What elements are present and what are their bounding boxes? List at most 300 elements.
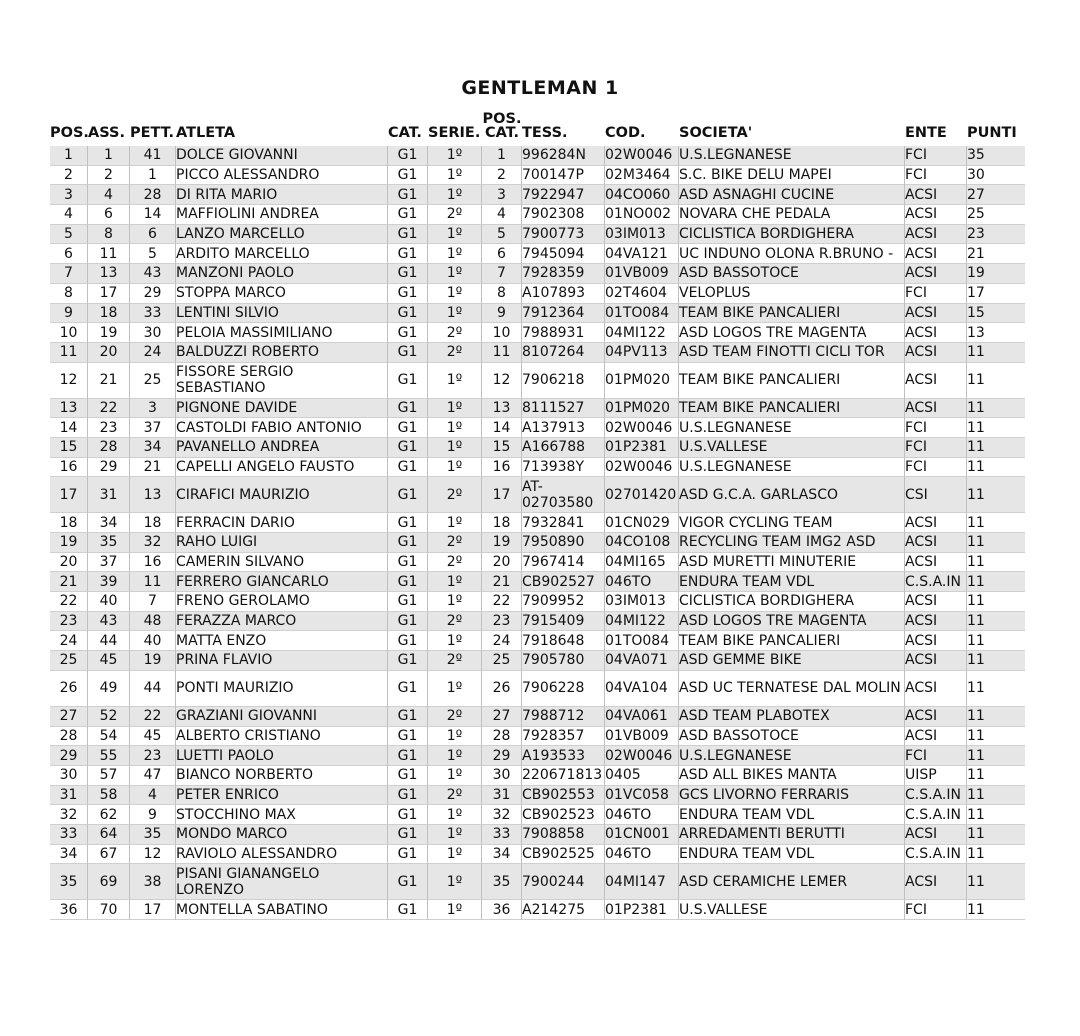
cell-societa: ASD UC TERNATESE DAL MOLIN [679, 671, 905, 707]
cell-atleta: BALDUZZI ROBERTO [176, 343, 388, 363]
cell-atleta: FISSORE SERGIO SEBASTIANO [176, 363, 388, 399]
cell-atleta: MANZONI PAOLO [176, 264, 388, 284]
cell-pos-cat: 3 [482, 185, 522, 205]
cell-pos-cat: 25 [482, 651, 522, 671]
col-header-pos: POS. [50, 125, 89, 141]
cell-societa: ASD LOGOS TRE MAGENTA [679, 612, 905, 632]
cell-serie: 1º [428, 671, 482, 707]
table-row [50, 146, 1025, 166]
col-header-pos-cat [482, 112, 522, 146]
cell-pos-cat: 31 [482, 786, 522, 806]
cell-cod: 02W0046 [605, 458, 679, 478]
table-row [50, 304, 1025, 324]
cell-cat: G1 [388, 612, 428, 632]
cell-cat: G1 [388, 264, 428, 284]
cell-pett: 33 [130, 304, 176, 324]
cell-cod: 01NO002 [605, 205, 679, 225]
header-row [50, 112, 1025, 146]
cell-serie: 1º [428, 185, 482, 205]
cell-atleta: FERRERO GIANCARLO [176, 572, 388, 592]
cell-pett: 40 [130, 631, 176, 651]
cell-tess: A137913 [522, 418, 605, 438]
cell-serie: 1º [428, 264, 482, 284]
cell-cat: G1 [388, 399, 428, 419]
cell-ente: C.S.A.IN [905, 786, 967, 806]
cell-cat: G1 [388, 671, 428, 707]
cell-tess: 7908858 [522, 825, 605, 845]
cell-cod: 02W0046 [605, 146, 679, 166]
cell-cat: G1 [388, 477, 428, 513]
cell-societa: U.S.LEGNANESE [679, 418, 905, 438]
cell-ente: ACSI [905, 225, 967, 245]
cell-ass: 20 [88, 343, 130, 363]
cell-pett: 4 [130, 786, 176, 806]
cell-pett: 30 [130, 323, 176, 343]
cell-tess: 7967414 [522, 553, 605, 573]
cell-ente: ACSI [905, 612, 967, 632]
cell-cat: G1 [388, 864, 428, 900]
cell-serie: 1º [428, 631, 482, 651]
cell-pos: 6 [50, 244, 88, 264]
cell-cat: G1 [388, 766, 428, 786]
cell-pos: 29 [50, 746, 88, 766]
cell-ass: 8 [88, 225, 130, 245]
cell-ente: ACSI [905, 264, 967, 284]
table-row [50, 786, 1025, 806]
cell-pos-cat: 35 [482, 864, 522, 900]
cell-atleta: RAVIOLO ALESSANDRO [176, 845, 388, 865]
cell-societa: VIGOR CYCLING TEAM [679, 513, 905, 533]
cell-serie: 2º [428, 205, 482, 225]
cell-cod: 02701420 [605, 477, 679, 513]
cell-atleta: FRENO GEROLAMO [176, 592, 388, 612]
cell-pos-cat: 33 [482, 825, 522, 845]
cell-tess: 7906218 [522, 363, 605, 399]
cell-pett: 29 [130, 284, 176, 304]
table-row [50, 418, 1025, 438]
cell-ass: 40 [88, 592, 130, 612]
cell-punti: 11 [967, 766, 1025, 786]
cell-punti: 23 [967, 225, 1025, 245]
cell-societa: U.S.VALLESE [679, 438, 905, 458]
cell-ass: 49 [88, 671, 130, 707]
cell-serie: 1º [428, 727, 482, 747]
cell-cat: G1 [388, 513, 428, 533]
cell-pos-cat: 2 [482, 166, 522, 186]
table-row [50, 284, 1025, 304]
cell-tess: 713938Y [522, 458, 605, 478]
cell-pos-cat: 34 [482, 845, 522, 865]
cell-cod: 01VC058 [605, 786, 679, 806]
cell-atleta: CIRAFICI MAURIZIO [176, 477, 388, 513]
cell-punti: 11 [967, 631, 1025, 651]
cell-atleta: PAVANELLO ANDREA [176, 438, 388, 458]
cell-tess: 7988931 [522, 323, 605, 343]
col-header-cat: CAT. [388, 125, 422, 141]
table-row [50, 707, 1025, 727]
cell-ente: ACSI [905, 727, 967, 747]
cell-cat: G1 [388, 651, 428, 671]
cell-punti: 11 [967, 746, 1025, 766]
cell-cod: 01PM020 [605, 399, 679, 419]
cell-tess: A107893 [522, 284, 605, 304]
cell-ass: 45 [88, 651, 130, 671]
cell-serie: 1º [428, 825, 482, 845]
cell-cat: G1 [388, 363, 428, 399]
cell-serie: 1º [428, 304, 482, 324]
cell-punti: 11 [967, 727, 1025, 747]
cell-pett: 22 [130, 707, 176, 727]
cell-serie: 1º [428, 363, 482, 399]
cell-cat: G1 [388, 323, 428, 343]
cell-cat: G1 [388, 572, 428, 592]
cell-cod: 03IM013 [605, 225, 679, 245]
cell-ass: 54 [88, 727, 130, 747]
cell-ente: ACSI [905, 651, 967, 671]
cell-societa: VELOPLUS [679, 284, 905, 304]
cell-tess: 7922947 [522, 185, 605, 205]
cell-pett: 13 [130, 477, 176, 513]
cell-pett: 6 [130, 225, 176, 245]
cell-ente: ACSI [905, 205, 967, 225]
cell-ass: 1 [88, 146, 130, 166]
cell-cat: G1 [388, 786, 428, 806]
cell-societa: ASD TEAM PLABOTEX [679, 707, 905, 727]
cell-ente: ACSI [905, 304, 967, 324]
cell-cod: 04VA071 [605, 651, 679, 671]
col-header-atleta: ATLETA [176, 125, 236, 141]
cell-ente: ACSI [905, 553, 967, 573]
cell-serie: 2º [428, 707, 482, 727]
cell-pos: 15 [50, 438, 88, 458]
cell-ente: ACSI [905, 707, 967, 727]
cell-pos-cat: 26 [482, 671, 522, 707]
cell-pos: 25 [50, 651, 88, 671]
cell-societa: ARREDAMENTI BERUTTI [679, 825, 905, 845]
cell-pos: 2 [50, 166, 88, 186]
table-row [50, 399, 1025, 419]
cell-cat: G1 [388, 244, 428, 264]
cell-ass: 2 [88, 166, 130, 186]
cell-pos-cat: 16 [482, 458, 522, 478]
cell-societa: U.S.LEGNANESE [679, 458, 905, 478]
cell-societa: U.S.LEGNANESE [679, 146, 905, 166]
cell-ente: FCI [905, 418, 967, 438]
cell-ente: C.S.A.IN [905, 805, 967, 825]
cell-pos: 17 [50, 477, 88, 513]
cell-cat: G1 [388, 631, 428, 651]
cell-tess: 7902308 [522, 205, 605, 225]
cell-tess: CB902553 [522, 786, 605, 806]
cell-societa: ENDURA TEAM VDL [679, 572, 905, 592]
cell-punti: 11 [967, 805, 1025, 825]
cell-pos: 19 [50, 533, 88, 553]
table-row [50, 612, 1025, 632]
cell-ente: FCI [905, 438, 967, 458]
cell-pos: 28 [50, 727, 88, 747]
cell-societa: U.S.VALLESE [679, 900, 905, 920]
cell-pos-cat: 10 [482, 323, 522, 343]
cell-serie: 1º [428, 225, 482, 245]
cell-societa: ASD GEMME BIKE [679, 651, 905, 671]
cell-pos: 21 [50, 572, 88, 592]
cell-punti: 15 [967, 304, 1025, 324]
cell-pett: 24 [130, 343, 176, 363]
cell-punti: 13 [967, 323, 1025, 343]
results-table [50, 112, 1025, 920]
cell-atleta: CAPELLI ANGELO FAUSTO [176, 458, 388, 478]
cell-ente: ACSI [905, 399, 967, 419]
cell-cod: 01CN029 [605, 513, 679, 533]
cell-serie: 1º [428, 418, 482, 438]
cell-atleta: PICCO ALESSANDRO [176, 166, 388, 186]
table-row [50, 845, 1025, 865]
cell-pos-cat: 21 [482, 572, 522, 592]
cell-cod: 01VB009 [605, 264, 679, 284]
cell-pos: 14 [50, 418, 88, 438]
cell-atleta: ARDITO MARCELLO [176, 244, 388, 264]
cell-punti: 11 [967, 612, 1025, 632]
cell-serie: 1º [428, 166, 482, 186]
cell-pos-cat: 6 [482, 244, 522, 264]
cell-serie: 1º [428, 592, 482, 612]
cell-atleta: DI RITA MARIO [176, 185, 388, 205]
table-row [50, 323, 1025, 343]
col-header-tess: TESS. [522, 125, 568, 141]
cell-ente: FCI [905, 284, 967, 304]
col-header-ass: ASS. [88, 125, 125, 141]
cell-punti: 27 [967, 185, 1025, 205]
cell-atleta: MAFFIOLINI ANDREA [176, 205, 388, 225]
cell-cod: 01PM020 [605, 363, 679, 399]
cell-societa: ASD BASSOTOCE [679, 727, 905, 747]
cell-cat: G1 [388, 845, 428, 865]
cell-ente: ACSI [905, 825, 967, 845]
cell-pos-cat: 13 [482, 399, 522, 419]
cell-pos: 5 [50, 225, 88, 245]
cell-ass: 19 [88, 323, 130, 343]
cell-ente: ACSI [905, 533, 967, 553]
cell-cat: G1 [388, 166, 428, 186]
cell-societa: ASD MURETTI MINUTERIE [679, 553, 905, 573]
cell-cod: 01TO084 [605, 631, 679, 651]
cell-serie: 2º [428, 343, 482, 363]
table-row [50, 864, 1025, 900]
cell-atleta: DOLCE GIOVANNI [176, 146, 388, 166]
cell-ass: 28 [88, 438, 130, 458]
cell-pett: 38 [130, 864, 176, 900]
cell-societa: ASD ALL BIKES MANTA [679, 766, 905, 786]
cell-societa: ASD LOGOS TRE MAGENTA [679, 323, 905, 343]
cell-societa: S.C. BIKE DELU MAPEI [679, 166, 905, 186]
cell-cod: 02T4604 [605, 284, 679, 304]
cell-pos: 20 [50, 553, 88, 573]
cell-pos-cat: 19 [482, 533, 522, 553]
cell-atleta: STOCCHINO MAX [176, 805, 388, 825]
cell-ass: 67 [88, 845, 130, 865]
cell-ass: 23 [88, 418, 130, 438]
cell-atleta: CASTOLDI FABIO ANTONIO [176, 418, 388, 438]
cell-ente: ACSI [905, 864, 967, 900]
table-row [50, 825, 1025, 845]
cell-atleta: RAHO LUIGI [176, 533, 388, 553]
cell-pos: 1 [50, 146, 88, 166]
cell-pos: 7 [50, 264, 88, 284]
table-row [50, 553, 1025, 573]
cell-pos-cat: 23 [482, 612, 522, 632]
cell-pos: 36 [50, 900, 88, 920]
table-row [50, 244, 1025, 264]
cell-tess: AT-02703580 [522, 477, 605, 513]
cell-pett: 19 [130, 651, 176, 671]
cell-tess: 7906228 [522, 671, 605, 707]
cell-pos: 30 [50, 766, 88, 786]
cell-cat: G1 [388, 825, 428, 845]
cell-tess: A166788 [522, 438, 605, 458]
cell-pett: 48 [130, 612, 176, 632]
cell-pett: 41 [130, 146, 176, 166]
cell-atleta: FERAZZA MARCO [176, 612, 388, 632]
cell-ente: ACSI [905, 323, 967, 343]
cell-punti: 11 [967, 438, 1025, 458]
cell-tess: 700147P [522, 166, 605, 186]
cell-ass: 35 [88, 533, 130, 553]
cell-societa: ASD TEAM FINOTTI CICLI TOR [679, 343, 905, 363]
cell-pos-cat: 28 [482, 727, 522, 747]
cell-cat: G1 [388, 805, 428, 825]
cell-pos-cat: 5 [482, 225, 522, 245]
cell-ass: 17 [88, 284, 130, 304]
cell-cat: G1 [388, 343, 428, 363]
cell-societa: TEAM BIKE PANCALIERI [679, 399, 905, 419]
cell-pett: 16 [130, 553, 176, 573]
cell-pett: 37 [130, 418, 176, 438]
cell-pos: 3 [50, 185, 88, 205]
cell-ente: FCI [905, 900, 967, 920]
cell-ass: 58 [88, 786, 130, 806]
cell-ass: 21 [88, 363, 130, 399]
cell-punti: 11 [967, 864, 1025, 900]
cell-atleta: FERRACIN DARIO [176, 513, 388, 533]
cell-punti: 19 [967, 264, 1025, 284]
cell-pos: 35 [50, 864, 88, 900]
cell-cod: 04MI165 [605, 553, 679, 573]
cell-cod: 04VA061 [605, 707, 679, 727]
cell-ente: FCI [905, 146, 967, 166]
cell-ass: 31 [88, 477, 130, 513]
cell-pett: 23 [130, 746, 176, 766]
cell-ass: 43 [88, 612, 130, 632]
cell-ente: CSI [905, 477, 967, 513]
cell-ass: 44 [88, 631, 130, 651]
cell-ass: 22 [88, 399, 130, 419]
cell-punti: 11 [967, 900, 1025, 920]
cell-ass: 62 [88, 805, 130, 825]
cell-pos-cat: 36 [482, 900, 522, 920]
cell-serie: 2º [428, 651, 482, 671]
cell-ass: 4 [88, 185, 130, 205]
cell-pos-cat: 17 [482, 477, 522, 513]
table-row [50, 727, 1025, 747]
cell-ente: UISP [905, 766, 967, 786]
cell-punti: 11 [967, 477, 1025, 513]
cell-pett: 12 [130, 845, 176, 865]
cell-pos: 26 [50, 671, 88, 707]
cell-tess: CB902525 [522, 845, 605, 865]
cell-cod: 01VB009 [605, 727, 679, 747]
cell-societa: ASD BASSOTOCE [679, 264, 905, 284]
cell-cat: G1 [388, 727, 428, 747]
cell-cod: 04PV113 [605, 343, 679, 363]
cell-cod: 04MI122 [605, 323, 679, 343]
cell-pos: 12 [50, 363, 88, 399]
cell-pos-cat: 8 [482, 284, 522, 304]
cell-punti: 21 [967, 244, 1025, 264]
cell-pos-cat: 22 [482, 592, 522, 612]
cell-tess: 996284N [522, 146, 605, 166]
cell-cat: G1 [388, 284, 428, 304]
cell-atleta: PISANI GIANANGELO LORENZO [176, 864, 388, 900]
cell-pos: 22 [50, 592, 88, 612]
cell-punti: 11 [967, 418, 1025, 438]
cell-cod: 046TO [605, 572, 679, 592]
cell-societa: ENDURA TEAM VDL [679, 845, 905, 865]
cell-cod: 046TO [605, 805, 679, 825]
table-row [50, 805, 1025, 825]
cell-punti: 30 [967, 166, 1025, 186]
cell-pos-cat: 18 [482, 513, 522, 533]
cell-atleta: LUETTI PAOLO [176, 746, 388, 766]
cell-pett: 18 [130, 513, 176, 533]
cell-tess: CB902523 [522, 805, 605, 825]
cell-tess: 7932841 [522, 513, 605, 533]
table-row [50, 766, 1025, 786]
cell-pos-cat: 15 [482, 438, 522, 458]
cell-serie: 1º [428, 900, 482, 920]
table-row [50, 264, 1025, 284]
cell-tess: 7900244 [522, 864, 605, 900]
cell-pos-cat: 11 [482, 343, 522, 363]
cell-cat: G1 [388, 418, 428, 438]
cell-pett: 34 [130, 438, 176, 458]
table-row [50, 746, 1025, 766]
cell-ente: FCI [905, 458, 967, 478]
cell-cat: G1 [388, 592, 428, 612]
cell-atleta: MATTA ENZO [176, 631, 388, 651]
cell-societa: ASD CERAMICHE LEMER [679, 864, 905, 900]
cell-punti: 11 [967, 533, 1025, 553]
cell-pett: 14 [130, 205, 176, 225]
cell-ass: 69 [88, 864, 130, 900]
cell-pett: 43 [130, 264, 176, 284]
cell-punti: 11 [967, 343, 1025, 363]
cell-ass: 6 [88, 205, 130, 225]
cell-cod: 02W0046 [605, 418, 679, 438]
cell-ass: 57 [88, 766, 130, 786]
cell-atleta: PONTI MAURIZIO [176, 671, 388, 707]
cell-pos: 31 [50, 786, 88, 806]
cell-punti: 17 [967, 284, 1025, 304]
cell-punti: 11 [967, 671, 1025, 707]
cell-punti: 11 [967, 825, 1025, 845]
cell-serie: 2º [428, 477, 482, 513]
table-row [50, 477, 1025, 513]
cell-atleta: PRINA FLAVIO [176, 651, 388, 671]
cell-societa: CICLISTICA BORDIGHERA [679, 225, 905, 245]
cell-pos-cat: 7 [482, 264, 522, 284]
cell-cod: 04CO108 [605, 533, 679, 553]
cell-ass: 64 [88, 825, 130, 845]
